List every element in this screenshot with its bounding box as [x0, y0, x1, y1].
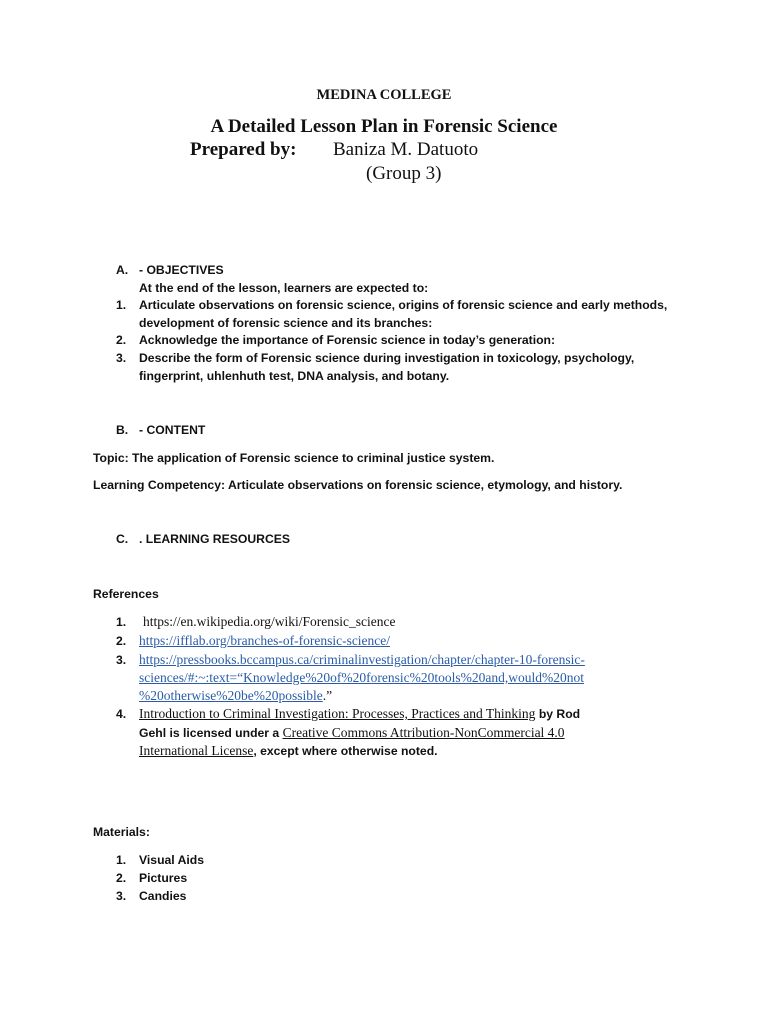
ref-1-number: 1.	[116, 615, 127, 629]
material-2: Pictures	[139, 871, 188, 885]
references-label: References	[93, 587, 159, 601]
section-a-heading: - OBJECTIVES	[139, 263, 224, 277]
ref-1-text: https://en.wikipedia.org/wiki/Forensic_science	[143, 614, 396, 629]
content-competency: Learning Competency: Articulate observations on forensic science, etymology, and history.	[93, 478, 623, 492]
section-c-marker: C.	[116, 532, 129, 546]
section-c-heading: . LEARNING RESOURCES	[139, 532, 291, 546]
objective-1-line-2: development of forensic science and its branches:	[139, 316, 433, 330]
content-topic: Topic: The application of Forensic science to criminal justice system.	[93, 451, 495, 465]
college-name: MEDINA COLLEGE	[316, 87, 452, 103]
ref-4-license-link-b[interactable]: International License	[139, 743, 254, 758]
section-b-marker: B.	[116, 423, 129, 437]
prepared-by-label: Prepared by:	[190, 139, 297, 160]
objective-1-line-1: Articulate observations on forensic science, origins of forensic science and early methods,	[139, 298, 668, 312]
ref-4-title-link[interactable]: Introduction to Criminal Investigation: Processes, Practices and Thinking	[139, 706, 536, 721]
ref-3-link-line-1[interactable]: https://pressbooks.bccampus.ca/criminalinvestigation/chapter/chapter-10-forensic-	[139, 652, 585, 667]
materials-label: Materials:	[93, 825, 150, 839]
group-label: (Group 3)	[366, 163, 442, 184]
ref-4-author: by Rod	[535, 707, 581, 721]
section-a-marker: A.	[116, 263, 129, 277]
objective-1-number: 1.	[116, 298, 127, 312]
ref-4-number: 4.	[116, 707, 127, 721]
ref-3-tail: .”	[322, 688, 333, 703]
objective-2-line-1: Acknowledge the importance of Forensic science in today’s generation:	[139, 333, 556, 347]
material-3: Candies	[139, 889, 187, 903]
ref-3-number: 3.	[116, 653, 127, 667]
ref-3-link-line-2[interactable]: sciences/#:~:text=“Knowledge%20of%20forensic%20tools%20and,would%20not	[139, 670, 584, 685]
ref-4-tail: , except where otherwise noted.	[253, 744, 438, 758]
material-1-number: 1.	[116, 853, 127, 867]
prepared-by-name: Baniza M. Datuoto	[333, 139, 479, 160]
material-1: Visual Aids	[139, 853, 205, 867]
ref-3-link-line-3[interactable]: %20otherwise%20be%20possible	[139, 688, 323, 703]
ref-4-license-prefix: Gehl is licensed under a	[139, 726, 283, 740]
section-b-heading: - CONTENT	[139, 423, 206, 437]
objectives-intro: At the end of the lesson, learners are expected to:	[139, 281, 429, 295]
ref-4-license-link-a[interactable]: Creative Commons Attribution-NonCommercial 4.0	[282, 725, 565, 740]
material-3-number: 3.	[116, 889, 127, 903]
ref-2-number: 2.	[116, 634, 127, 648]
objective-3-line-1: Describe the form of Forensic science during investigation in toxicology, psychology,	[139, 351, 635, 365]
objective-3-number: 3.	[116, 351, 127, 365]
objective-2-number: 2.	[116, 333, 127, 347]
ref-2-link[interactable]: https://ifflab.org/branches-of-forensic-science/	[139, 633, 391, 648]
document-title: A Detailed Lesson Plan in Forensic Science	[210, 116, 558, 137]
objective-3-line-2: fingerprint, uhlenhuth test, DNA analysis, and botany.	[139, 369, 450, 383]
material-2-number: 2.	[116, 871, 127, 885]
